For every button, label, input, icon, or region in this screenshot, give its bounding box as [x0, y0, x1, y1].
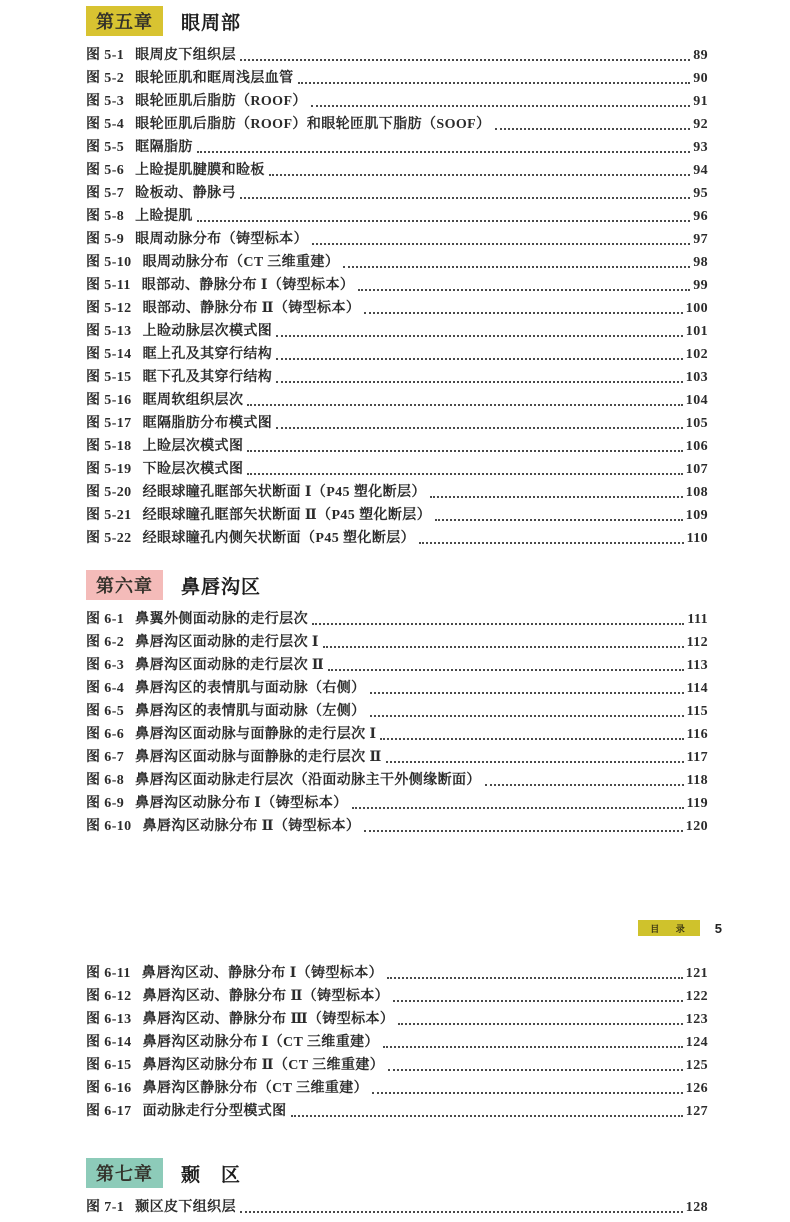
- page-number: 103: [685, 370, 708, 385]
- figure-title: 下睑层次模式图: [142, 462, 244, 477]
- toc-entry: [86, 677, 708, 700]
- figure-label: 图 5-2: [86, 71, 125, 86]
- dot-leader: [372, 1092, 683, 1094]
- figure-title: 鼻翼外侧面动脉的走行层次: [135, 612, 308, 627]
- figure-label: 图 5-22: [86, 531, 132, 546]
- toc-section: [86, 1196, 708, 1219]
- dot-leader: [343, 266, 690, 268]
- figure-label: 图 6-6: [86, 727, 125, 742]
- figure-label: 图 7-1: [86, 1200, 125, 1215]
- figure-label: 图 5-9: [86, 232, 125, 247]
- page-number: 106: [685, 439, 708, 454]
- figure-label: 图 5-8: [86, 209, 125, 224]
- page-number: 91: [693, 94, 708, 109]
- figure-title: 眼周皮下组织层: [135, 48, 236, 63]
- figure-title: 鼻唇沟区动、静脉分布 Ⅱ（铸型标本）: [142, 989, 390, 1004]
- figure-label: 图 6-16: [86, 1081, 132, 1096]
- toc-entry: [86, 67, 708, 90]
- toc-entry: [86, 769, 708, 792]
- toc-section: [86, 44, 708, 550]
- toc-entry: [86, 723, 708, 746]
- toc-entry: [86, 746, 708, 769]
- dot-leader: [364, 830, 683, 832]
- dot-leader: [387, 977, 683, 979]
- toc-entry: [86, 654, 708, 677]
- figure-title: 眶下孔及其穿行结构: [142, 370, 273, 385]
- figure-label: 图 5-4: [86, 117, 125, 132]
- toc-entry: [86, 458, 708, 481]
- figure-label: 图 6-9: [86, 796, 125, 811]
- figure-label: 图 6-2: [86, 635, 125, 650]
- dot-leader: [495, 128, 691, 130]
- dot-leader: [398, 1023, 682, 1025]
- toc-entry: [86, 182, 708, 205]
- toc-entry: [86, 985, 708, 1008]
- toc-entry: [86, 44, 708, 67]
- figure-label: 图 5-5: [86, 140, 125, 155]
- figure-label: 图 5-13: [86, 324, 132, 339]
- page-number: 124: [685, 1035, 708, 1050]
- figure-title: 眼轮匝肌后脂肪（ROOF）和眼轮匝肌下脂肪（SOOF）: [135, 117, 491, 132]
- figure-title: 鼻唇沟区面动脉的走行层次 Ⅱ: [135, 658, 325, 673]
- page-number: 126: [685, 1081, 708, 1096]
- figure-label: 图 6-1: [86, 612, 125, 627]
- chapter-badge: 第六章: [86, 570, 163, 600]
- figure-label: 图 6-3: [86, 658, 125, 673]
- toc-entry: [86, 962, 708, 985]
- toc-entry: [86, 527, 708, 550]
- dot-leader: [328, 669, 683, 671]
- page-footer: [86, 920, 722, 936]
- figure-title: 眶上孔及其穿行结构: [142, 347, 273, 362]
- dot-leader: [312, 623, 684, 625]
- figure-label: 图 5-16: [86, 393, 132, 408]
- figure-label: 图 6-11: [86, 966, 131, 981]
- dot-leader: [298, 82, 691, 84]
- figure-label: 图 5-21: [86, 508, 132, 523]
- page-number: 128: [685, 1200, 708, 1215]
- toc-entry: [86, 631, 708, 654]
- page-number: 101: [685, 324, 708, 339]
- figure-label: 图 6-4: [86, 681, 125, 696]
- chapter-badge: 第七章: [86, 1158, 163, 1188]
- dot-leader: [386, 761, 684, 763]
- chapter-header: [86, 570, 708, 600]
- toc-entry: [86, 251, 708, 274]
- figure-title: 经眼球瞳孔眶部矢状断面 Ⅰ（P45 塑化断层）: [142, 485, 426, 500]
- figure-title: 眶隔脂肪: [135, 140, 193, 155]
- figure-label: 图 6-13: [86, 1012, 132, 1027]
- figure-title: 鼻唇沟区动、静脉分布 Ⅲ（铸型标本）: [142, 1012, 395, 1027]
- page-number: 120: [685, 819, 708, 834]
- figure-label: 图 5-7: [86, 186, 125, 201]
- toc-section: [86, 962, 708, 1123]
- dot-leader: [323, 646, 684, 648]
- toc-entry: [86, 1196, 708, 1219]
- figure-label: 图 5-12: [86, 301, 132, 316]
- footer-badge: 目 录: [638, 920, 700, 936]
- dot-leader: [240, 1211, 683, 1213]
- page-number: 92: [693, 117, 708, 132]
- dot-leader: [312, 243, 690, 245]
- dot-leader: [370, 692, 684, 694]
- figure-title: 鼻唇沟区面动脉的走行层次 Ⅰ: [135, 635, 319, 650]
- page-number: 105: [685, 416, 708, 431]
- page-number: 111: [687, 612, 708, 627]
- figure-label: 图 5-11: [86, 278, 131, 293]
- page-number: 109: [685, 508, 708, 523]
- chapter-header: [86, 1158, 708, 1188]
- dot-leader: [370, 715, 684, 717]
- figure-label: 图 5-20: [86, 485, 132, 500]
- page-number: 127: [685, 1104, 708, 1119]
- toc-entry: [86, 700, 708, 723]
- page-number: 122: [685, 989, 708, 1004]
- page-number: 94: [693, 163, 708, 178]
- dot-leader: [352, 807, 684, 809]
- page-number: 99: [693, 278, 708, 293]
- figure-label: 图 5-3: [86, 94, 125, 109]
- toc-entry: [86, 792, 708, 815]
- page-number: 121: [685, 966, 708, 981]
- figure-title: 鼻唇沟区面动脉与面静脉的走行层次 Ⅰ: [135, 727, 377, 742]
- dot-leader: [485, 784, 684, 786]
- page-number: 93: [693, 140, 708, 155]
- toc-entry: [86, 366, 708, 389]
- figure-label: 图 5-19: [86, 462, 132, 477]
- dot-leader: [383, 1046, 683, 1048]
- toc-entry: [86, 1031, 708, 1054]
- figure-title: 鼻唇沟区的表情肌与面动脉（左侧）: [135, 704, 366, 719]
- figure-label: 图 6-17: [86, 1104, 132, 1119]
- chapter-header: [86, 6, 708, 36]
- page-number: 108: [685, 485, 708, 500]
- page-number: 95: [693, 186, 708, 201]
- page-number: 115: [686, 704, 708, 719]
- page-number: 96: [693, 209, 708, 224]
- page-number: 104: [685, 393, 708, 408]
- page-number: 123: [685, 1012, 708, 1027]
- toc-entry: [86, 1100, 708, 1123]
- page-number: 100: [685, 301, 708, 316]
- toc-entry: [86, 1077, 708, 1100]
- dot-leader: [269, 174, 690, 176]
- dot-leader: [430, 496, 683, 498]
- figure-title: 上睑提肌腱膜和睑板: [135, 163, 265, 178]
- page-number: 114: [686, 681, 708, 696]
- figure-title: 睑板动、静脉弓: [135, 186, 236, 201]
- toc-entry: [86, 504, 708, 527]
- dot-leader: [364, 312, 683, 314]
- figure-label: 图 6-5: [86, 704, 125, 719]
- dot-leader: [311, 105, 690, 107]
- figure-title: 鼻唇沟区动脉分布 Ⅱ（铸型标本）: [142, 819, 361, 834]
- dot-leader: [247, 450, 682, 452]
- figure-title: 上睑层次模式图: [142, 439, 244, 454]
- footer-page-number: 5: [714, 920, 722, 936]
- toc-entry: [86, 412, 708, 435]
- figure-label: 图 6-14: [86, 1035, 132, 1050]
- page-number: 119: [686, 796, 708, 811]
- dot-leader: [276, 381, 683, 383]
- toc-entry: [86, 608, 708, 631]
- page-number: 112: [686, 635, 708, 650]
- figure-title: 鼻唇沟区动脉分布 Ⅱ（CT 三维重建）: [142, 1058, 385, 1073]
- dot-leader: [247, 404, 682, 406]
- figure-title: 经眼球瞳孔眶部矢状断面 Ⅱ（P45 塑化断层）: [142, 508, 432, 523]
- figure-title: 眼部动、静脉分布 Ⅱ（铸型标本）: [142, 301, 361, 316]
- toc-entry: [86, 159, 708, 182]
- figure-title: 经眼球瞳孔内侧矢状断面（P45 塑化断层）: [142, 531, 416, 546]
- dot-leader: [276, 335, 683, 337]
- page-number: 90: [693, 71, 708, 86]
- figure-label: 图 5-1: [86, 48, 125, 63]
- figure-title: 面动脉走行分型模式图: [142, 1104, 287, 1119]
- figure-label: 图 5-6: [86, 163, 125, 178]
- toc-entry: [86, 228, 708, 251]
- figure-label: 图 6-10: [86, 819, 132, 834]
- figure-label: 图 6-15: [86, 1058, 132, 1073]
- dot-leader: [393, 1000, 683, 1002]
- figure-label: 图 5-15: [86, 370, 132, 385]
- page-number: 97: [693, 232, 708, 247]
- figure-label: 图 5-18: [86, 439, 132, 454]
- figure-label: 图 6-7: [86, 750, 125, 765]
- page-number: 116: [686, 727, 708, 742]
- dot-leader: [358, 289, 690, 291]
- dot-leader: [197, 151, 690, 153]
- figure-title: 鼻唇沟区的表情肌与面动脉（右侧）: [135, 681, 366, 696]
- figure-title: 鼻唇沟区动脉分布 Ⅰ（铸型标本）: [135, 796, 348, 811]
- figure-title: 上睑提肌: [135, 209, 193, 224]
- chapter-title: 颞 区: [181, 1164, 242, 1186]
- figure-title: 眼周动脉分布（铸型标本）: [135, 232, 308, 247]
- figure-label: 图 5-17: [86, 416, 132, 431]
- figure-title: 上睑动脉层次模式图: [142, 324, 273, 339]
- toc-entry: [86, 136, 708, 159]
- page-number: 113: [686, 658, 708, 673]
- dot-leader: [247, 473, 682, 475]
- toc-entry: [86, 90, 708, 113]
- toc-entry: [86, 297, 708, 320]
- toc-entry: [86, 205, 708, 228]
- page-number: 117: [686, 750, 708, 765]
- toc-entry: [86, 320, 708, 343]
- chapter-title: 眼周部: [181, 12, 242, 34]
- figure-title: 鼻唇沟区动、静脉分布 Ⅰ（铸型标本）: [141, 966, 384, 981]
- toc-entry: [86, 1054, 708, 1077]
- dot-leader: [435, 519, 683, 521]
- toc-section: [86, 608, 708, 838]
- toc-entry: [86, 435, 708, 458]
- figure-title: 颞区皮下组织层: [135, 1200, 236, 1215]
- toc-entry: [86, 274, 708, 297]
- page-number: 118: [686, 773, 708, 788]
- toc-entry: [86, 389, 708, 412]
- figure-label: 图 6-8: [86, 773, 125, 788]
- toc-entry: [86, 815, 708, 838]
- page-number: 102: [685, 347, 708, 362]
- dot-leader: [240, 59, 690, 61]
- figure-title: 眶周软组织层次: [142, 393, 244, 408]
- figure-title: 眶隔脂肪分布模式图: [142, 416, 273, 431]
- dot-leader: [240, 197, 690, 199]
- page-number: 110: [686, 531, 708, 546]
- dot-leader: [380, 738, 683, 740]
- page-number: 98: [693, 255, 708, 270]
- figure-label: 图 5-14: [86, 347, 132, 362]
- dot-leader: [276, 427, 683, 429]
- dot-leader: [388, 1069, 683, 1071]
- dot-leader: [276, 358, 683, 360]
- figure-title: 眼轮匝肌后脂肪（ROOF）: [135, 94, 307, 109]
- figure-title: 眼周动脉分布（CT 三维重建）: [142, 255, 340, 270]
- chapter-badge: 第五章: [86, 6, 163, 36]
- figure-title: 鼻唇沟区面动脉与面静脉的走行层次 Ⅱ: [135, 750, 382, 765]
- dot-leader: [291, 1115, 683, 1117]
- figure-title: 鼻唇沟区静脉分布（CT 三维重建）: [142, 1081, 369, 1096]
- figure-title: 鼻唇沟区动脉分布 Ⅰ（CT 三维重建）: [142, 1035, 379, 1050]
- figure-label: 图 5-10: [86, 255, 132, 270]
- toc-entry: [86, 113, 708, 136]
- page-number: 107: [685, 462, 708, 477]
- page-number: 125: [685, 1058, 708, 1073]
- chapter-title: 鼻唇沟区: [181, 576, 262, 598]
- figure-title: 眼部动、静脉分布 Ⅰ（铸型标本）: [141, 278, 355, 293]
- toc-entry: [86, 1008, 708, 1031]
- toc-entry: [86, 343, 708, 366]
- dot-leader: [419, 542, 684, 544]
- figure-title: 鼻唇沟区面动脉走行层次（沿面动脉主干外侧缘断面）: [135, 773, 481, 788]
- figure-title: 眼轮匝肌和眶周浅层血管: [135, 71, 294, 86]
- page-number: 89: [693, 48, 708, 63]
- toc-entry: [86, 481, 708, 504]
- figure-label: 图 6-12: [86, 989, 132, 1004]
- dot-leader: [197, 220, 690, 222]
